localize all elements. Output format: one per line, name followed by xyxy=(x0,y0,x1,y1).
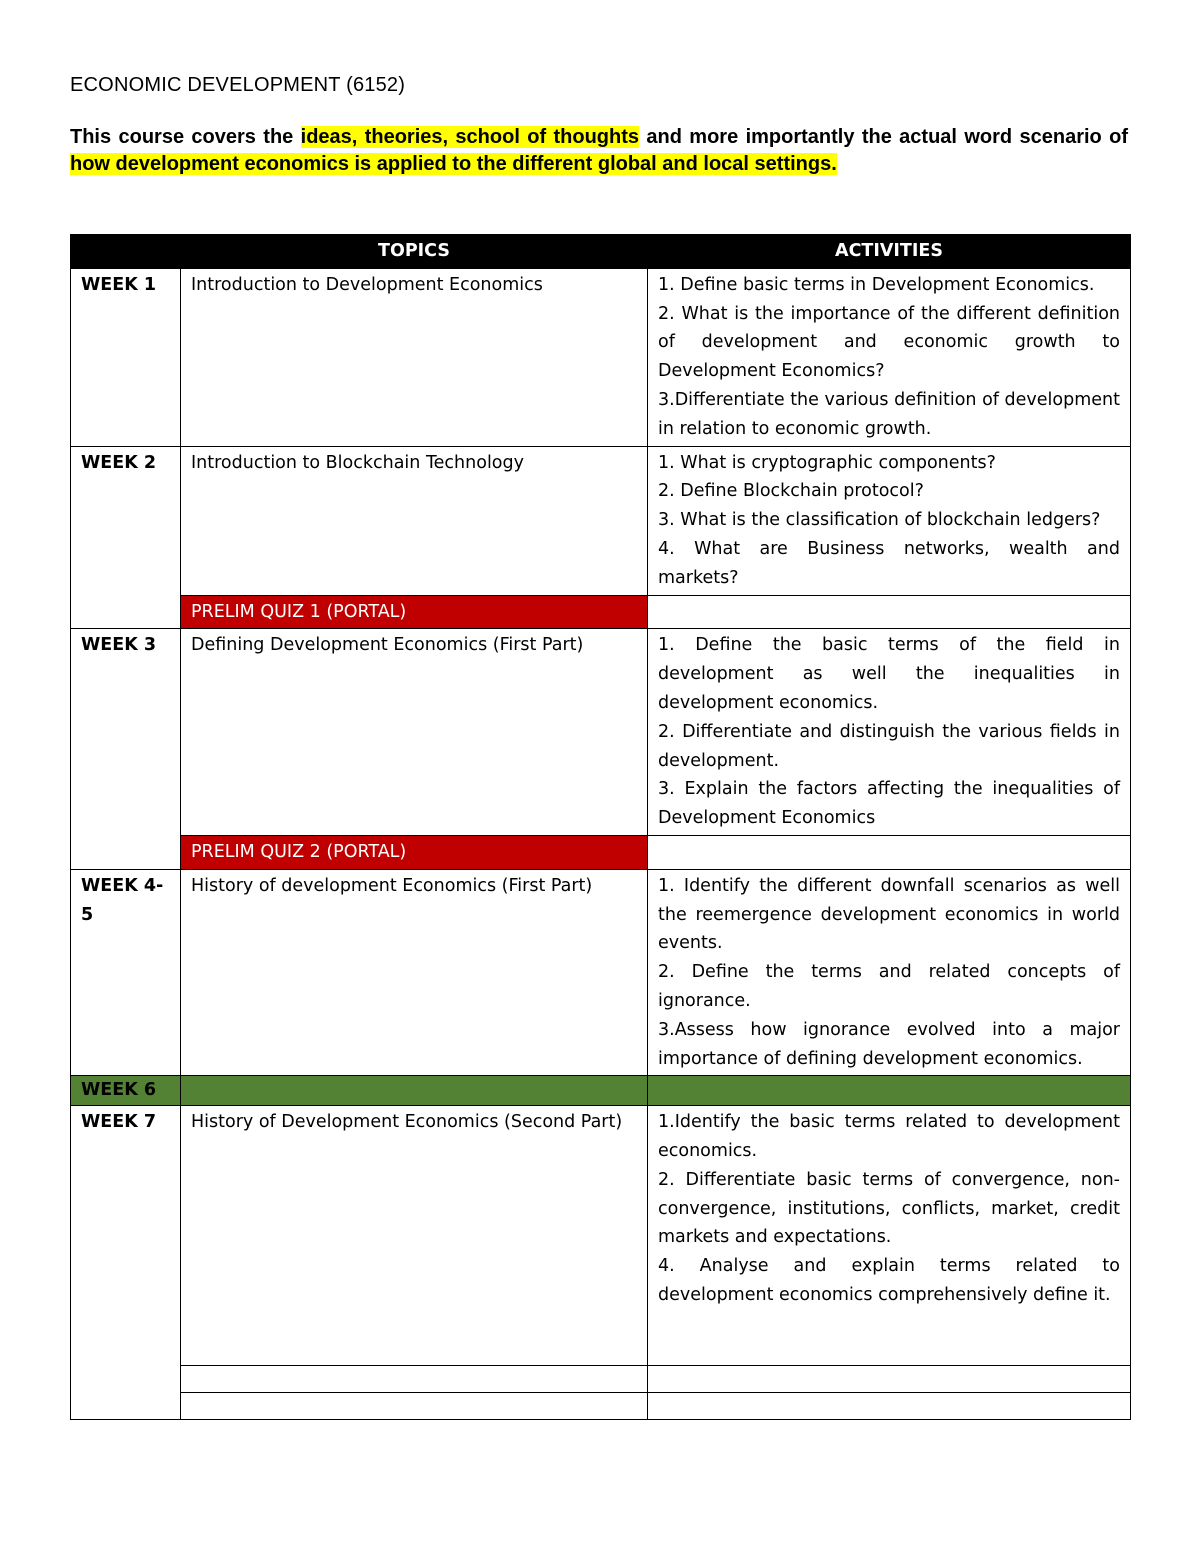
week-label: WEEK 7 xyxy=(71,1106,181,1420)
activity-item: 1. Identify the different downfall scenarios as well the reemergence development economics in world events. xyxy=(658,875,1120,954)
empty-cell xyxy=(648,1366,1131,1393)
header-topics: TOPICS xyxy=(181,235,648,269)
document-title: ECONOMIC DEVELOPMENT (6152) xyxy=(70,74,406,96)
activity-item: 1. What is cryptographic components? xyxy=(658,452,996,473)
table-row xyxy=(71,869,1131,1076)
table-row xyxy=(71,1106,1131,1366)
table-row xyxy=(71,629,1131,836)
empty-cell xyxy=(181,1076,648,1106)
activity-item: 2. What is the importance of the different definition of development and economic growth to Development Economics? xyxy=(658,303,1120,382)
activity-item: 2. Define the terms and related concepts of ignorance. xyxy=(658,962,1120,1011)
topic-cell: Defining Development Economics (First Part) xyxy=(181,629,648,836)
activity-item: 3. What is the classification of blockchain ledgers? xyxy=(658,510,1101,531)
activity-item: 2. Define Blockchain protocol? xyxy=(658,481,924,502)
activity-item: 2. Differentiate basic terms of convergence, non-convergence, institutions, conflicts, market, credit markets and expectations. xyxy=(658,1169,1120,1248)
week-label: WEEK 4-5 xyxy=(71,869,181,1076)
blank-row xyxy=(71,1393,1131,1420)
activities-cell xyxy=(648,1106,1131,1366)
topic-cell: Introduction to Blockchain Technology xyxy=(181,446,648,595)
topic-cell: History of development Economics (First Part) xyxy=(181,869,648,1076)
table-header-row xyxy=(71,235,1131,269)
empty-cell xyxy=(181,1366,648,1393)
week-6-row xyxy=(71,1076,1131,1106)
table-row xyxy=(71,446,1131,595)
prelim-quiz-1-label: PRELIM QUIZ 1 (PORTAL) xyxy=(181,595,648,629)
activities-cell xyxy=(648,446,1131,595)
topic-cell: Introduction to Development Economics xyxy=(181,268,648,446)
intro-highlight-1: ideas, theories, school of thoughts xyxy=(300,126,640,148)
empty-cell xyxy=(648,835,1131,869)
activity-item: 2. Differentiate and distinguish the various fields in development. xyxy=(658,721,1120,771)
empty-cell xyxy=(181,1393,648,1420)
activities-cell xyxy=(648,629,1131,836)
week-label: WEEK 6 xyxy=(71,1076,181,1106)
table-row xyxy=(71,268,1131,446)
week-label: WEEK 3 xyxy=(71,629,181,869)
week-label: WEEK 1 xyxy=(71,268,181,446)
activities-cell xyxy=(648,268,1131,446)
intro-highlight-2: how development economics is applied to the different global and local settings. xyxy=(70,153,837,175)
quiz-row xyxy=(71,835,1131,869)
activity-item: 4. Analyse and explain terms related to development economics comprehensively define it. xyxy=(658,1256,1120,1305)
activity-item: 3.Assess how ignorance evolved into a major importance of defining development economics. xyxy=(658,1019,1120,1069)
activities-cell xyxy=(648,869,1131,1076)
activity-item: 1. Define the basic terms of the field in development as well the inequalities in development economics. xyxy=(658,635,1120,713)
header-activities: ACTIVITIES xyxy=(648,235,1131,269)
blank-row xyxy=(71,1366,1131,1393)
quiz-row xyxy=(71,595,1131,629)
week-label: WEEK 2 xyxy=(71,446,181,629)
intro-text-2: and more importantly the actual word scenario of xyxy=(639,126,1128,148)
topic-cell: History of Development Economics (Second Part) xyxy=(181,1106,648,1366)
activity-item: 1.Identify the basic terms related to development economics. xyxy=(658,1112,1120,1161)
course-description xyxy=(70,124,1128,178)
empty-cell xyxy=(648,1076,1131,1106)
syllabus-table xyxy=(70,234,1131,1420)
activity-item: 4. What are Business networks, wealth and markets? xyxy=(658,538,1120,588)
empty-cell xyxy=(648,1393,1131,1420)
intro-text-1: This course covers the xyxy=(70,126,301,148)
empty-cell xyxy=(648,595,1131,629)
header-week xyxy=(71,235,181,269)
activity-item: 3. Explain the factors affecting the inequalities of Development Economics xyxy=(658,779,1120,829)
activity-item: 3.Differentiate the various definition of development in relation to economic growth. xyxy=(658,389,1120,439)
prelim-quiz-2-label: PRELIM QUIZ 2 (PORTAL) xyxy=(181,835,648,869)
activity-item: 1. Define basic terms in Development Economics. xyxy=(658,274,1095,295)
